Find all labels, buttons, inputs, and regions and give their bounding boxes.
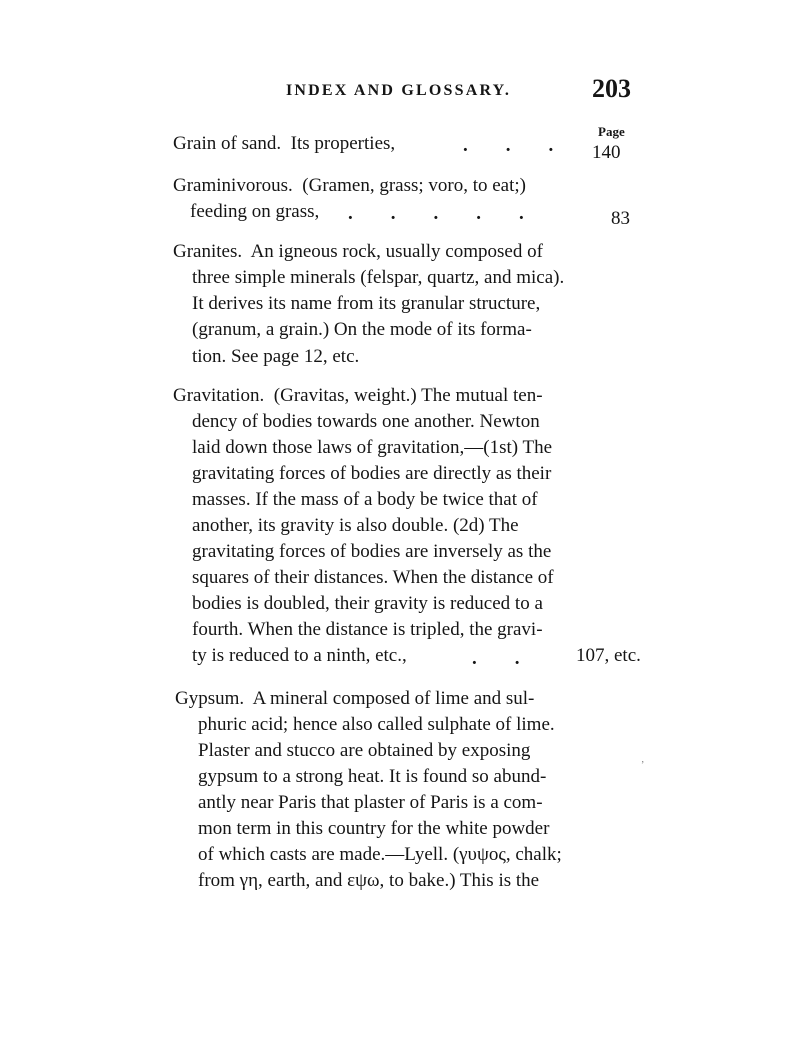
entry-term: Graminivorous. [173,175,293,196]
entry-line: three simple minerals (felspar, quartz, and mica). [192,267,565,288]
entry-line: feeding on grass, [190,201,320,222]
entry-line [173,241,543,263]
running-title: INDEX AND GLOSSARY. [286,82,512,99]
entry-text: Its properties, [290,133,396,154]
entry-term: Gypsum. [175,688,245,709]
entry-line [173,385,543,407]
entry-text: A mineral composed of lime and sul- [252,688,535,709]
entry-term: Gravitation. [173,385,265,406]
entry-line: phuric acid; hence also called sulphate of lime. [198,714,555,735]
entry-line: of which casts are made.—Lyell. (γυψος, chalk; [198,844,562,865]
running-header [0,72,800,112]
entry-line: laid down those laws of gravitation,—(1st) The [192,437,553,458]
entry-line: tion. See page 12, etc. [192,346,360,367]
dot-leaders: . . [472,648,520,669]
entry-line [173,133,395,155]
entry-term: Granites. [173,241,243,262]
entry-line: ty is reduced to a ninth, etc., [192,645,407,666]
page-reference: 107, etc. [576,645,641,666]
page-column-label: Page [598,124,625,139]
entry-line: dency of bodies towards one another. Newton [192,411,540,432]
entry-line: mon term in this country for the white powder [198,818,550,839]
entry-line: bodies is doubled, their gravity is reduced to a [192,593,543,614]
entry-line: gypsum to a strong heat. It is found so abund- [198,766,547,787]
print-speck: ’ [641,760,645,771]
entry-line: fourth. When the distance is tripled, the gravi- [192,619,543,640]
entry-line: It derives its name from its granular structure, [192,293,541,314]
entry-line: gravitating forces of bodies are inversely as the [192,541,552,562]
entry-line: (granum, a grain.) On the mode of its forma- [192,319,532,340]
page-number: 203 [592,74,631,103]
page-reference: 140 [592,142,621,163]
entry-line: antly near Paris that plaster of Paris is a com- [198,792,543,813]
entry-line: gravitating forces of bodies are directly as their [192,463,552,484]
entry-line: another, its gravity is also double. (2d) The [192,515,519,536]
entry-line: masses. If the mass of a body be twice that of [192,489,538,510]
dot-leaders: . . . . . [348,203,524,224]
entry-text: (Gravitas, weight.) The mutual ten- [273,385,543,406]
entry-line: Plaster and stucco are obtained by exposing [198,740,531,761]
entry-line [173,175,526,197]
entry-text: (Gramen, grass; voro, to eat;) [302,175,527,196]
page-reference: 83 [611,208,630,229]
entry-text: An igneous rock, usually composed of [250,241,543,262]
dot-leaders: . . . [463,135,554,156]
entry-term: Grain of sand. [173,133,282,154]
entry-line: from γη, earth, and εψω, to bake.) This is the [198,870,540,891]
entry-line [175,688,534,710]
entry-line: squares of their distances. When the distance of [192,567,554,588]
